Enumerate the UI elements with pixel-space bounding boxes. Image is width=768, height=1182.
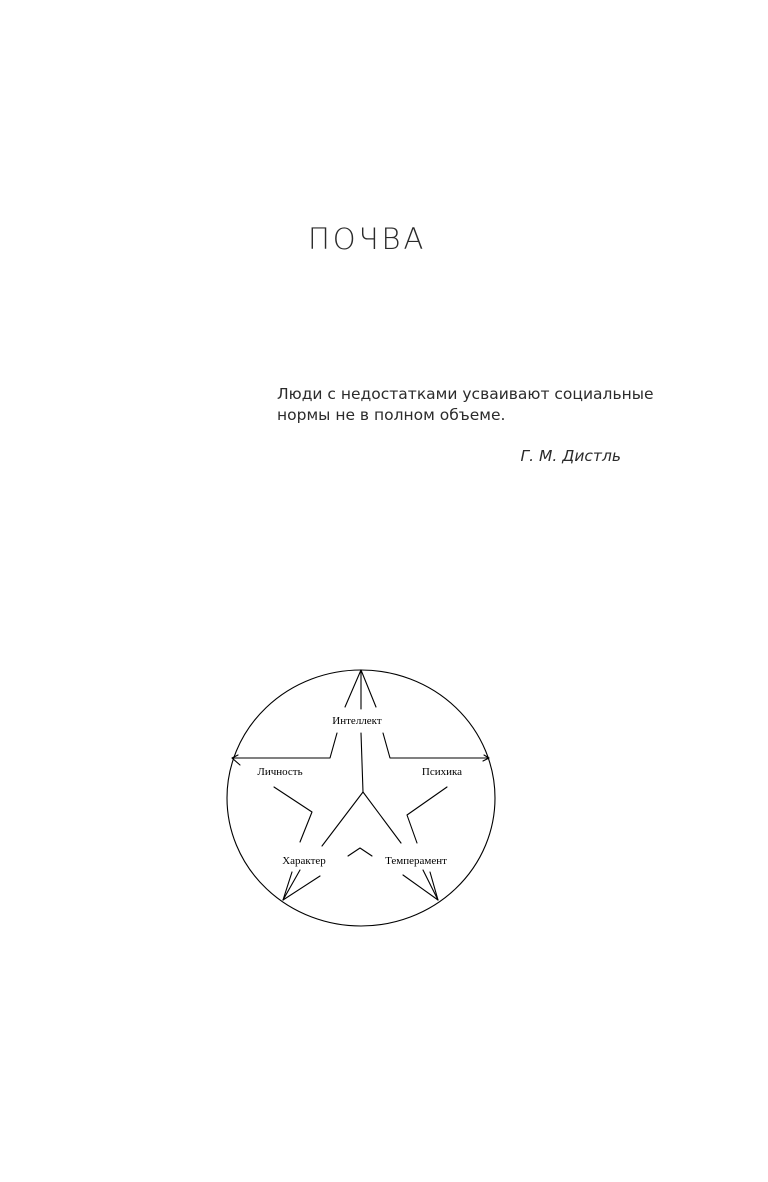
epigraph-line-1: Люди с недостатками усваивают социальные	[277, 385, 654, 403]
star-point-bottom-right	[363, 787, 447, 900]
star-point-top	[345, 670, 376, 792]
chapter-title: ПОЧВА	[308, 222, 427, 256]
label-personality: Личность	[257, 766, 303, 778]
label-temperament: Темперамент	[385, 855, 447, 867]
epigraph-line-2: нормы не в полном объеме.	[277, 406, 506, 424]
inner-chevron	[348, 848, 372, 856]
label-intellect: Интеллект	[332, 715, 382, 727]
star-point-bottom-left	[274, 787, 363, 900]
epigraph-author: Г. М. Дистль	[520, 447, 621, 465]
horizontal-line	[232, 733, 489, 765]
label-psyche: Психика	[421, 766, 463, 778]
label-character: Характер	[282, 855, 326, 867]
